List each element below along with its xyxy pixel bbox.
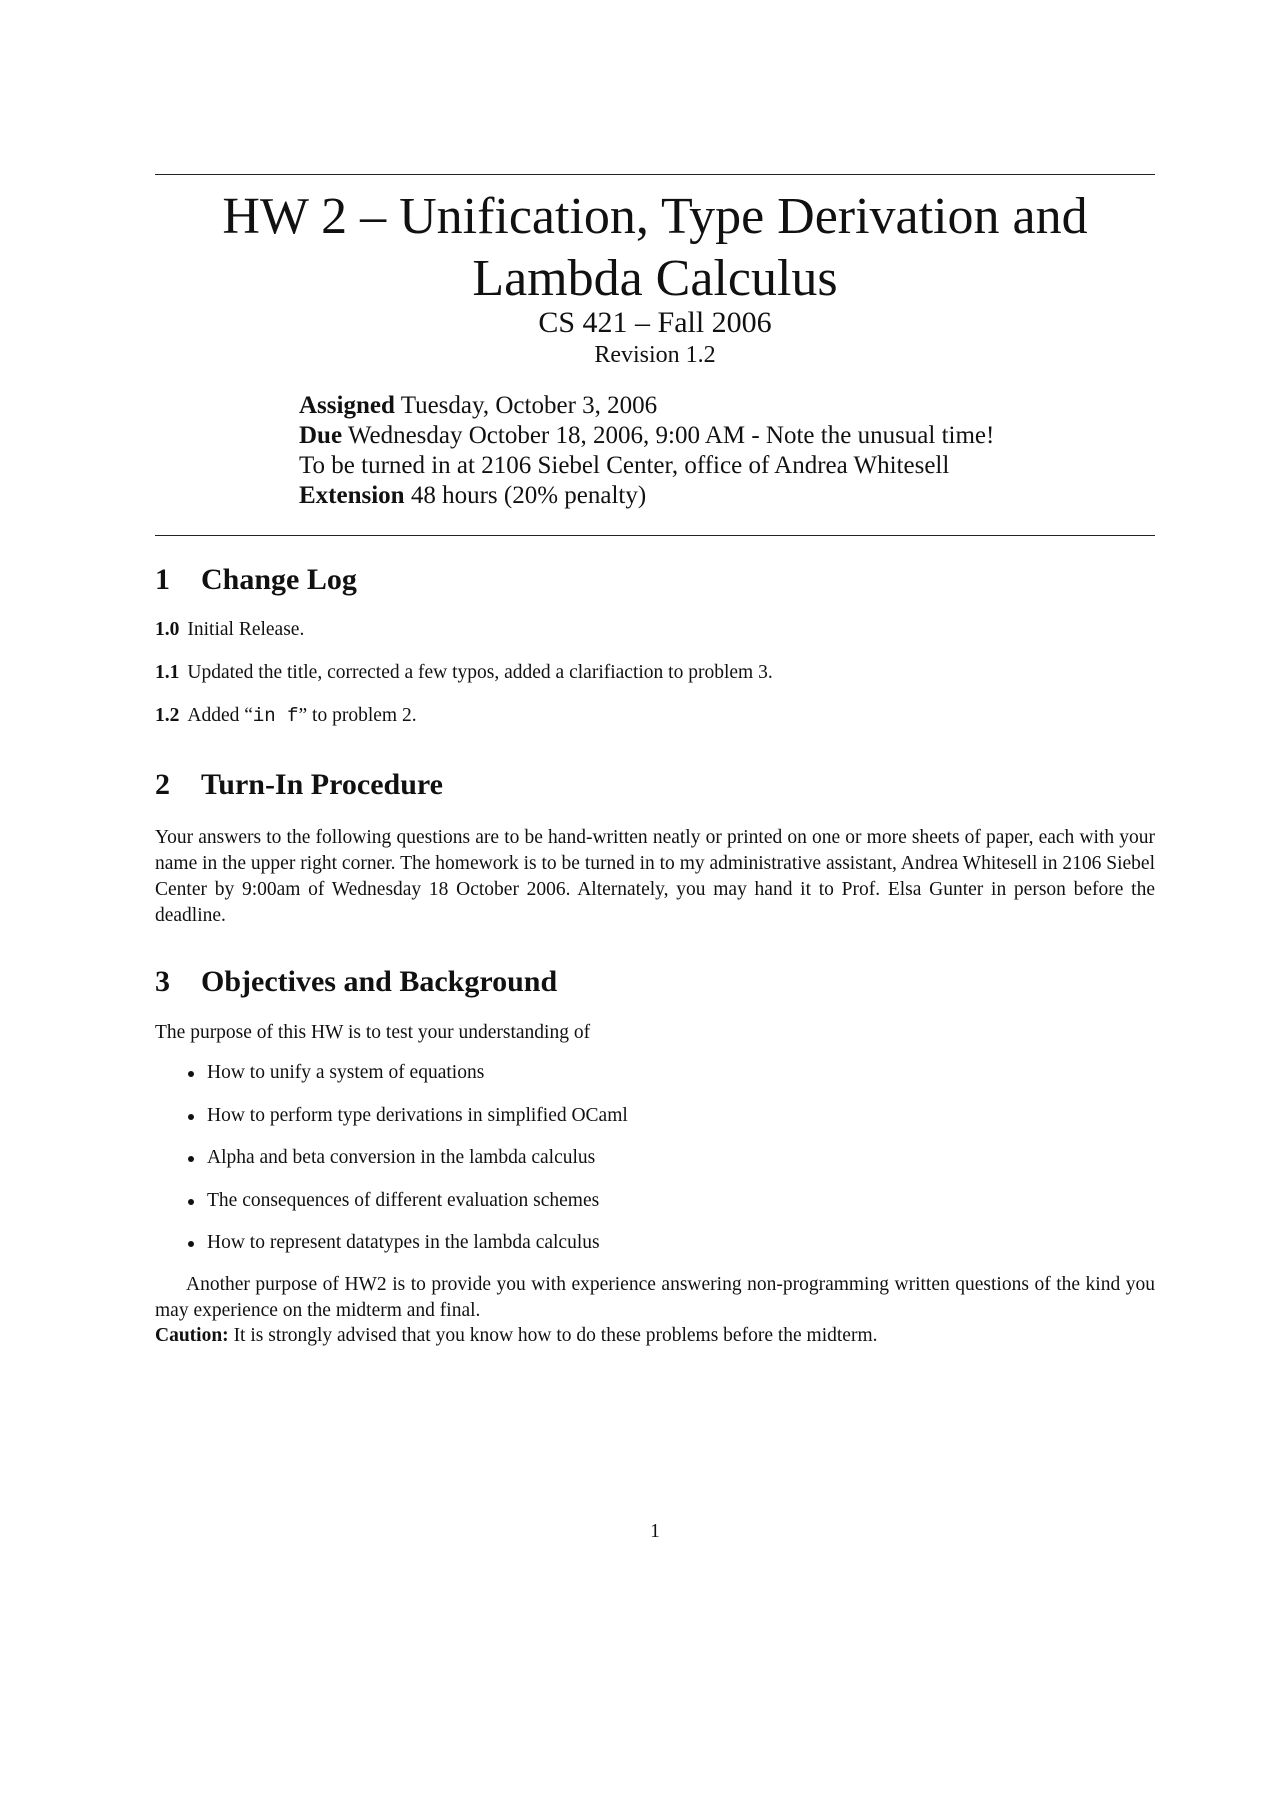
bullet-icon [188, 1156, 194, 1162]
title-line-1: HW 2 – Unification, Type Derivation and [222, 188, 1088, 245]
extension-value: 48 hours (20% penalty) [410, 482, 647, 509]
section-title: Change Log [201, 563, 357, 596]
caution-label: Caution: [155, 1325, 229, 1346]
extension-label: Extension [299, 482, 405, 509]
list-item-text: How to unify a system of equations [207, 1062, 485, 1083]
page-number: 1 [650, 1521, 660, 1542]
change-log-version: 1.0 [155, 619, 180, 640]
section-number: 2 [155, 768, 170, 801]
bullet-icon [188, 1071, 194, 1077]
list-item [155, 1103, 1155, 1146]
change-log-entry [155, 661, 773, 685]
bullet-icon [188, 1241, 194, 1247]
extension-line [299, 481, 1119, 511]
change-log-code: in f [252, 705, 299, 727]
bullet-icon [188, 1199, 194, 1205]
assigned-label: Assigned [299, 392, 395, 419]
due-date: Wednesday October 18, 2006, 9:00 AM - Note the unusual time! [347, 422, 995, 449]
list-item-text: How to perform type derivations in simplified OCaml [207, 1104, 628, 1126]
section-heading-objectives [155, 964, 1155, 1000]
course-name: CS 421 – Fall 2006 [538, 306, 772, 339]
list-item [155, 1145, 1155, 1188]
change-log-entry [155, 618, 304, 642]
bullet-icon [188, 1114, 194, 1120]
change-log-text-before: Added “ [187, 705, 253, 726]
section-number: 1 [155, 563, 170, 596]
document-page [155, 0, 1155, 1811]
change-log-text: Initial Release. [187, 619, 305, 640]
assignment-details [299, 391, 1119, 511]
assigned-date: Tuesday, October 3, 2006 [400, 392, 658, 419]
change-log-version: 1.1 [155, 662, 180, 683]
section-number: 3 [155, 965, 170, 998]
list-item [155, 1188, 1155, 1231]
objectives-list [155, 1060, 1155, 1273]
change-log-version: 1.2 [155, 705, 180, 726]
assigned-line [299, 391, 1119, 421]
list-item-text: The consequences of different evaluation schemes [207, 1189, 600, 1211]
list-item-text: Alpha and beta conversion in the lambda calculus [207, 1147, 596, 1168]
another-purpose-paragraph: Another purpose of HW2 is to provide you with experience answering non-programming written questions of the kind you may experience on the midterm and final. [155, 1274, 1155, 1321]
list-item [155, 1230, 1155, 1273]
turn-in-paragraph: Your answers to the following questions are to be hand-written neatly or printed on one or more sheets of paper, each with your name in the upper right corner. The homework is to be turned in to my administrative assistant, Andrea Whitesell in 2106 Siebel Center by 9:00am of Wednesday 18 October 2006. Alternately, you may hand it to Prof. Elsa Gunter in person before the deadline. [155, 827, 1155, 926]
change-log-text-after: ” to problem 2. [298, 705, 417, 726]
change-log-entry [155, 704, 417, 728]
revision-label: Revision 1.2 [594, 342, 716, 368]
top-rule [155, 174, 1155, 175]
section-heading-turn-in [155, 767, 1155, 803]
section-heading-change-log [155, 562, 1155, 598]
section-title: Objectives and Background [201, 965, 558, 998]
section-title: Turn-In Procedure [201, 768, 443, 801]
title-line-2: Lambda Calculus [472, 250, 838, 307]
caution-paragraph [155, 1323, 1155, 1349]
due-label: Due [299, 422, 343, 449]
document-title [155, 186, 1155, 310]
turnin-location: To be turned in at 2106 Siebel Center, office of Andrea Whitesell [299, 452, 950, 479]
change-log-text: Updated the title, corrected a few typos, added a clarifiaction to problem 3. [187, 662, 773, 683]
list-item [155, 1060, 1155, 1103]
caution-text: It is strongly advised that you know how to do these problems before the midterm. [233, 1325, 878, 1346]
objectives-intro: The purpose of this HW is to test your understanding of [155, 1022, 591, 1043]
list-item-text: How to represent datatypes in the lambda calculus [207, 1232, 600, 1253]
due-line [299, 421, 1119, 451]
bottom-rule [155, 535, 1155, 536]
